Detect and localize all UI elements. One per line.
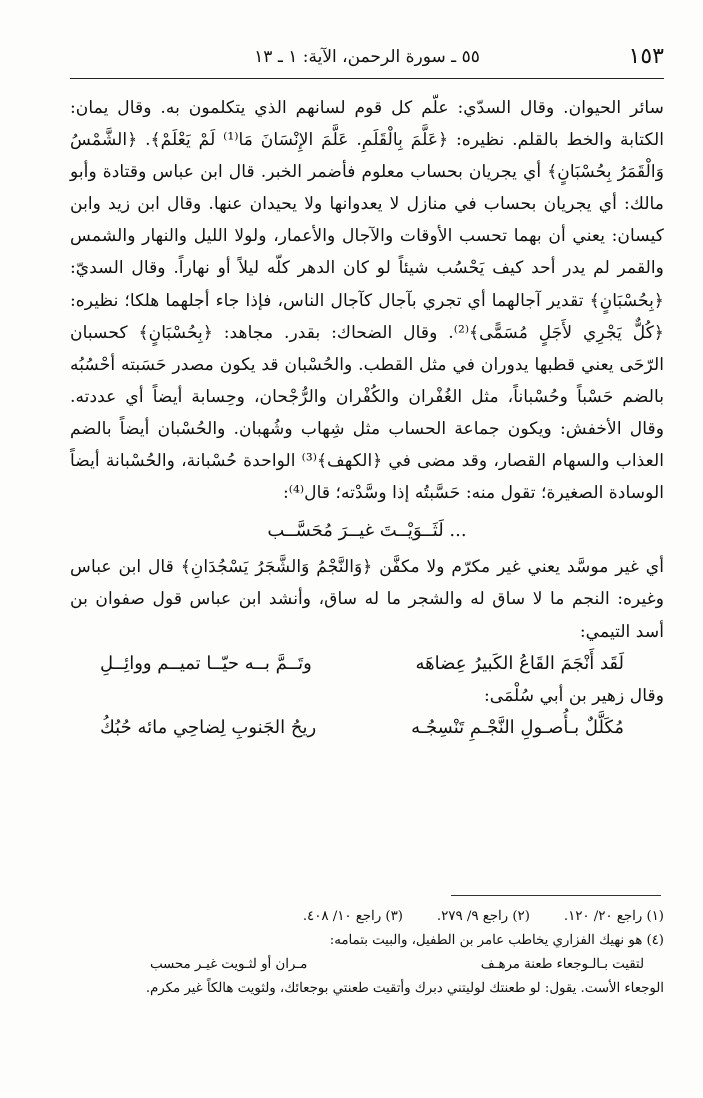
footnote-explanation: الوجعاء الأست. يقول: لو طعنتك لوليتني دبرك وأتقيت طعنتي بوجعائك، ولثويت هالكاً غير مكرم. <box>145 981 664 996</box>
footnote-4: (٤) هو نهيك الفزاري يخاطب عامر بن الطفيل، والبيت بتمامه: <box>329 933 664 948</box>
page-number: ١٥٣ <box>628 44 664 69</box>
verse-safwan <box>70 648 664 680</box>
paragraph-2: أي غير موسَّد يعني غير مكرّم ولا مكفَّن ﴿وَالنَّجْمُ وَالشَّجَرُ يَسْجُدَانِ﴾ قال ابن عباس وغيره: النجم ما لا ساق له والشجر ما له ساق، وأنشد ابن عباس قول صفوان بن أسد التيمي: <box>70 557 664 642</box>
footnote-verse <box>70 953 664 977</box>
running-title: ٥٥ ـ سورة الرحمن، الآية: ١ ـ ١٣ <box>254 47 480 67</box>
footnotes <box>70 905 664 1001</box>
footnote-verse-left: مـران أو لثـويت غيـر محسب <box>150 957 308 972</box>
paragraph-zuhair: وقال زهير بن أبي سُلْمَى: <box>483 685 664 706</box>
main-text <box>70 92 664 744</box>
verse-2-left: ريحُ الجَنوبِ لِضاحِي مائه حُبُكُ <box>100 716 317 738</box>
verse-2-right: مُكَلَّلٌ بـأُصـولِ النَّجْـمِ تَنْسِجُـه <box>411 716 624 738</box>
footnote-2: (٢) راجع ٩/ ٢٧٩. <box>436 909 530 924</box>
paragraph-1: سائر الحيوان. وقال السدّي: علّم كل قوم لسانهم الذي يتكلمون به. وقال يمان: الكتابة والخط بالقلم. نظيره: ﴿عَلَّمَ بِالْقَلَمِ. عَلَّمَ الإِنْسَانَ مَا⁽¹⁾ لَمْ يَعْلَمْ﴾. ﴿الشَّمْسُ وَالْقَمَرُ بِحُسْبَانٍ﴾ أي يجريان بحساب معلوم فأضمر الخبر. قال ابن عباس وقتادة وأبو مالك: أي يجريان بحساب في منازل لا يعدوانها ولا يحيدان عنها. وقال ابن زيد وابن كيسان: يعني أن بهما تحسب الأوقات والآجال والأعمار، ولولا الليل والنهار والشمس والقمر لم يدر أحد كيف يَحْسُب شيئاً لو كان الدهر كلّه ليلاً أو نهاراً. وقال السديّ: ﴿بِحُسْبَانٍ﴾ تقدير آجالهما أي تجري بآجال كآجال الناس، فإذا جاء أجلهما هلكا؛ نظيره: ﴿كُلٌّ يَجْرِي لأَجَلٍ مُسَمًّى﴾⁽²⁾. وقال الضحاك: بقدر. مجاهد: ﴿بِحُسْبَانٍ﴾ كحسبان الرّحَى يعني قطبها يدوران في مثل القطب. والحُسْبان قد يكون مصدر حَسَبته أحْسُبُه بالضم حَسْباً وحُسْباناً، مثل الغُفْران والكُفْران والرُّجْحان، وحِسابة أيضاً أي عددته. وقال الأخفش: ويكون جماعة الحساب مثل شِهاب وشُهبان. والحُسْبان أيضاً بالضم العذاب والسهام القصار، وقد مضى في ﴿الكهف﴾⁽³⁾ الواحدة حُسْبانة، والحُسْبانة أيضاً الوسادة الصغيرة؛ تقول منه: حَسَّبتُه إذا وسَّدْته؛ قال⁽⁴⁾: <box>70 98 664 504</box>
page-header <box>70 44 664 79</box>
verse-1-right: لَقَد أَنْجَمَ القَاعُ الكَبيرُ عِضاهَه <box>415 652 624 674</box>
footnote-refs <box>70 905 664 929</box>
footnote-1: (١) راجع ٢٠/ ١٢٠. <box>563 909 664 924</box>
footnote-3: (٣) راجع ١٠/ ٤٠٨. <box>302 909 403 924</box>
verse-single: ... لَثَــوَيْــتَ غيــرَ مُحَسَّــب <box>267 520 467 542</box>
footnote-divider <box>451 895 661 896</box>
footnote-verse-right: لتقيت بـالـوجعاء طعنة مرهـف <box>480 957 644 972</box>
verse-zuhair <box>70 712 664 744</box>
verse-1-left: وتَــمَّ بــه حيّــا تميــم ووائِــلِ <box>100 652 312 674</box>
